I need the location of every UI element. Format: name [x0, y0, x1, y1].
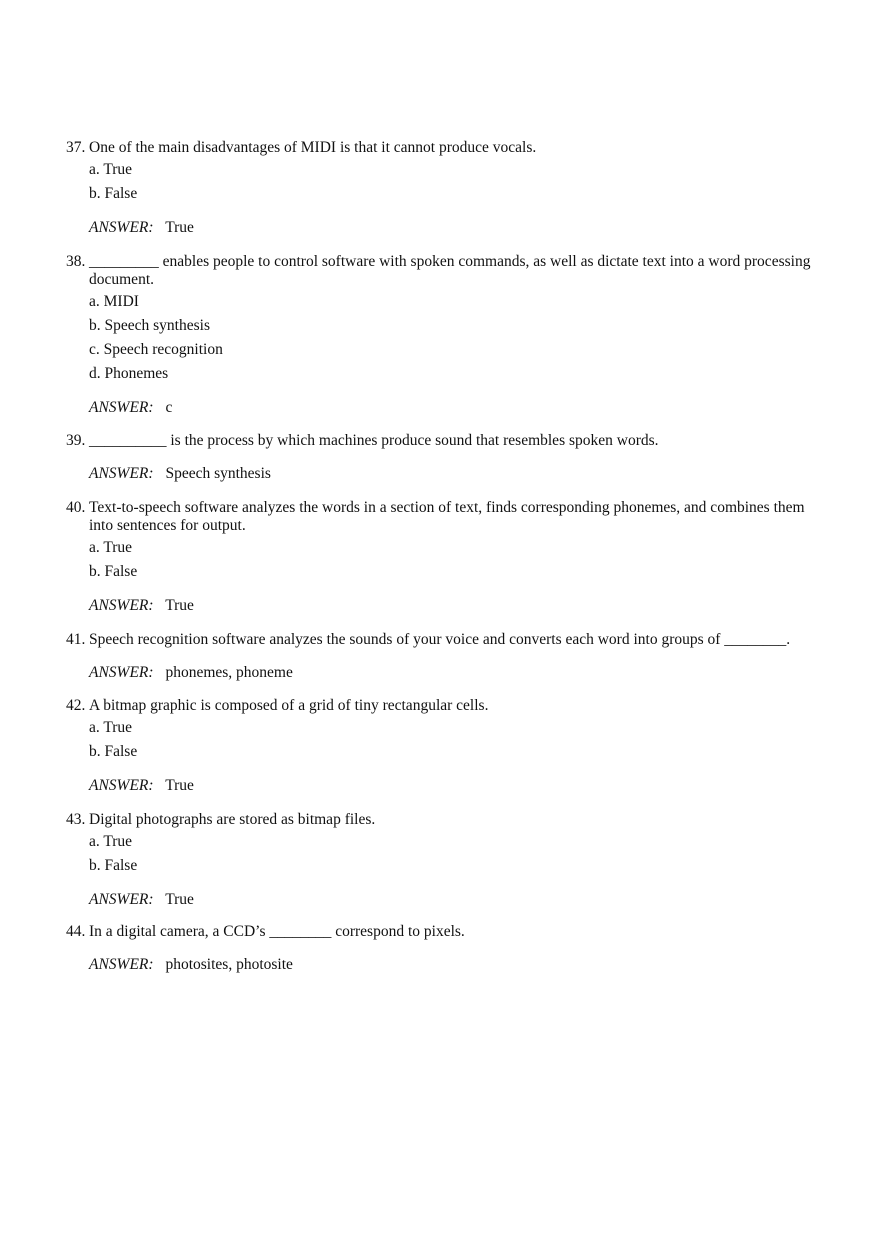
question-number: 42. [66, 697, 86, 714]
question-number: 44. [66, 923, 86, 940]
question-number: 40. [66, 499, 86, 516]
option-b: b. False [89, 857, 138, 874]
answer-label: ANSWER: [89, 891, 154, 908]
answer-value: Speech synthesis [165, 465, 271, 482]
answer-line [66, 399, 826, 417]
answer-line [66, 891, 826, 909]
question-42 [66, 697, 826, 795]
answer-value: True [165, 891, 194, 908]
answer-line [66, 219, 826, 237]
option-a: a. True [89, 833, 133, 850]
question-text: Text-to-speech software analyzes the words in a section of text, finds corresponding phonemes, and combines them into sentences for output. [89, 499, 805, 534]
option-a: a. MIDI [89, 293, 139, 310]
answer-line [66, 465, 826, 483]
question-40 [66, 499, 826, 615]
question-text: _________ enables people to control software with spoken commands, as well as dictate text into a word processing document. [89, 253, 811, 288]
option-c: c. Speech recognition [89, 341, 223, 358]
question-number: 37. [66, 139, 86, 156]
question-text: __________ is the process by which machines produce sound that resembles spoken words. [89, 432, 659, 449]
question-number: 43. [66, 811, 86, 828]
question-stem [66, 697, 826, 715]
option-a: a. True [89, 161, 133, 178]
question-43 [66, 811, 826, 909]
answer-label: ANSWER: [89, 465, 154, 482]
question-stem [66, 499, 826, 535]
option-b: b. Speech synthesis [89, 317, 210, 334]
answer-label: ANSWER: [89, 219, 154, 236]
question-stem [66, 631, 826, 649]
question-stem [66, 811, 826, 829]
option-a: a. True [89, 719, 133, 736]
question-37 [66, 139, 826, 237]
answer-value: True [165, 777, 194, 794]
question-text: Digital photographs are stored as bitmap files. [89, 811, 376, 828]
answer-line [66, 597, 826, 615]
answer-value: phonemes, phoneme [165, 664, 293, 681]
question-44 [66, 923, 826, 974]
answer-label: ANSWER: [89, 597, 154, 614]
question-39 [66, 432, 826, 483]
answer-line [66, 777, 826, 795]
question-number: 38. [66, 253, 86, 270]
option-b: b. False [89, 563, 138, 580]
question-number: 39. [66, 432, 86, 449]
question-38 [66, 253, 826, 417]
answer-value: True [165, 219, 194, 236]
option-b: b. False [89, 185, 138, 202]
question-text: Speech recognition software analyzes the sounds of your voice and converts each word into groups of ________. [89, 631, 791, 648]
answer-label: ANSWER: [89, 399, 154, 416]
answer-label: ANSWER: [89, 664, 154, 681]
option-a: a. True [89, 539, 133, 556]
option-d: d. Phonemes [89, 365, 169, 382]
answer-value: photosites, photosite [165, 956, 293, 973]
question-41 [66, 631, 826, 682]
answer-line [66, 664, 826, 682]
question-number: 41. [66, 631, 86, 648]
question-text: In a digital camera, a CCD’s ________ correspond to pixels. [89, 923, 465, 940]
question-text: A bitmap graphic is composed of a grid of tiny rectangular cells. [89, 697, 489, 714]
answer-value: True [165, 597, 194, 614]
answer-value: c [165, 399, 173, 416]
answer-label: ANSWER: [89, 956, 154, 973]
option-b: b. False [89, 743, 138, 760]
question-stem [66, 253, 826, 289]
question-stem [66, 139, 826, 157]
question-stem [66, 923, 826, 941]
answer-label: ANSWER: [89, 777, 154, 794]
answer-line [66, 956, 826, 974]
question-stem [66, 432, 826, 450]
question-text: One of the main disadvantages of MIDI is that it cannot produce vocals. [89, 139, 537, 156]
